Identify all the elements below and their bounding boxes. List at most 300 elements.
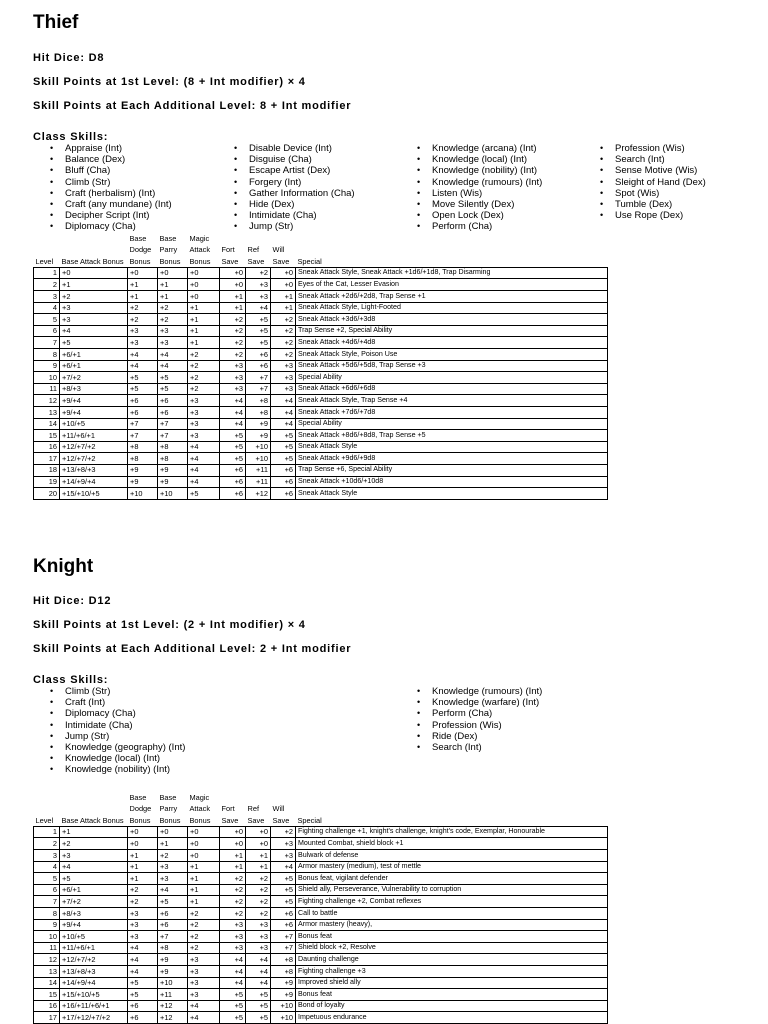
table-cell: +2 <box>188 349 220 361</box>
table-cell: Sneak Attack +6d6/+6d8 <box>296 383 608 395</box>
table-header-cell: Base Parry Bonus <box>159 793 181 825</box>
table-cell: Armor mastery (medium), test of mettle <box>296 861 608 873</box>
table-cell: +9/+4 <box>60 919 128 931</box>
table-cell: +3 <box>220 372 246 384</box>
table-cell: 7 <box>34 896 60 908</box>
table-cell: +0 <box>220 267 246 279</box>
table-cell: +2 <box>246 267 271 279</box>
table-header-cell: Ref Save <box>247 804 265 825</box>
table-cell: Bonus feat, vigilant defender <box>296 873 608 885</box>
table-cell: +1 <box>188 896 220 908</box>
table-cell: +7 <box>271 942 296 954</box>
table-cell: Special Ability <box>296 418 608 430</box>
table-cell: +5 <box>60 337 128 349</box>
thief-level-table <box>33 233 608 500</box>
skill-item: • Appraise (Int) <box>50 143 172 154</box>
table-cell: +3 <box>246 942 271 954</box>
table-cell: +5 <box>220 989 246 1001</box>
table-cell: 20 <box>34 488 60 500</box>
table-cell: +9 <box>246 430 271 442</box>
table-cell: +4 <box>246 977 271 989</box>
table-cell: Bulwark of defense <box>296 850 608 862</box>
table-cell: +10 <box>158 488 188 500</box>
table-cell: 17 <box>34 1012 60 1024</box>
table-cell: 5 <box>34 314 60 326</box>
table-cell: 12 <box>34 395 60 407</box>
table-cell: +17/+12/+7/+2 <box>60 1012 128 1024</box>
table-cell: +4 <box>220 977 246 989</box>
table-cell: +3 <box>220 919 246 931</box>
table-row <box>34 884 608 896</box>
thief-title: Thief <box>33 12 79 33</box>
table-cell: +7 <box>128 430 158 442</box>
table-cell: +9 <box>128 464 158 476</box>
table-cell: +9 <box>271 989 296 1001</box>
table-cell: +4 <box>188 464 220 476</box>
table-row <box>34 476 608 488</box>
table-cell: +0 <box>220 826 246 838</box>
table-cell: +4 <box>158 349 188 361</box>
table-cell: +3 <box>188 430 220 442</box>
table-cell: +3 <box>188 977 220 989</box>
table-cell: +4 <box>128 349 158 361</box>
table-row <box>34 838 608 850</box>
table-cell: +2 <box>158 302 188 314</box>
table-cell: +6 <box>128 1012 158 1024</box>
skill-item: • Knowledge (nobility) (Int) <box>417 165 542 176</box>
table-cell: Mounted Combat, shield block +1 <box>296 838 608 850</box>
table-cell: +2 <box>246 873 271 885</box>
table-cell: +3 <box>246 931 271 943</box>
table-row <box>34 418 608 430</box>
table-cell: +4 <box>271 861 296 873</box>
table-cell: Fighting challenge +3 <box>296 966 608 978</box>
table-cell: Eyes of the Cat, Lesser Evasion <box>296 279 608 291</box>
table-cell: +5 <box>128 989 158 1001</box>
table-cell: +0 <box>188 826 220 838</box>
table-cell: +4 <box>188 476 220 488</box>
table-cell: +3 <box>271 372 296 384</box>
table-cell: +4 <box>220 395 246 407</box>
table-cell: Armor mastery (heavy), <box>296 919 608 931</box>
table-cell: +6 <box>271 488 296 500</box>
table-cell: +4 <box>128 360 158 372</box>
table-cell: +3 <box>188 395 220 407</box>
table-cell: Sneak Attack Style, Poison Use <box>296 349 608 361</box>
knight-table-header <box>34 792 608 826</box>
knight-skills-col1 <box>50 686 185 776</box>
skill-item: • Craft (Int) <box>50 697 185 708</box>
skill-item: • Decipher Script (Int) <box>50 210 172 221</box>
table-cell: +0 <box>60 267 128 279</box>
table-cell: +14/+9/+4 <box>60 977 128 989</box>
table-cell: 16 <box>34 441 60 453</box>
table-cell: +0 <box>158 826 188 838</box>
table-cell: Sneak Attack +8d6/+8d8, Trap Sense +5 <box>296 430 608 442</box>
table-cell: 4 <box>34 302 60 314</box>
table-cell: +3 <box>128 931 158 943</box>
table-cell: +5 <box>246 989 271 1001</box>
table-cell: +1 <box>128 861 158 873</box>
table-cell: +11/+6/+1 <box>60 430 128 442</box>
table-row <box>34 395 608 407</box>
table-cell: +3 <box>271 850 296 862</box>
table-cell: +12/+7/+2 <box>60 453 128 465</box>
table-cell: 10 <box>34 931 60 943</box>
table-cell: +2 <box>271 349 296 361</box>
table-cell: +1 <box>188 325 220 337</box>
table-cell: 10 <box>34 372 60 384</box>
table-cell: +7 <box>158 430 188 442</box>
table-header-cell: Base Attack Bonus <box>61 256 124 266</box>
table-row <box>34 337 608 349</box>
table-cell: +2 <box>246 908 271 920</box>
table-cell: +6 <box>128 407 158 419</box>
table-row <box>34 325 608 337</box>
table-cell: +6 <box>158 407 188 419</box>
table-cell: +4 <box>128 966 158 978</box>
table-cell: +4 <box>271 418 296 430</box>
table-header-cell: Level <box>35 815 54 825</box>
table-cell: +2 <box>188 360 220 372</box>
table-cell: Bond of loyalty <box>296 1000 608 1012</box>
table-cell: +3 <box>246 919 271 931</box>
table-cell: +8 <box>158 453 188 465</box>
table-row <box>34 407 608 419</box>
thief-table-header <box>34 233 608 267</box>
table-cell: +9 <box>246 418 271 430</box>
table-cell: +2 <box>128 302 158 314</box>
table-cell: Sneak Attack +3d6/+3d8 <box>296 314 608 326</box>
table-cell: +6 <box>271 919 296 931</box>
table-cell: +0 <box>128 838 158 850</box>
table-cell: 8 <box>34 349 60 361</box>
table-cell: +5 <box>271 430 296 442</box>
table-cell: +5 <box>246 314 271 326</box>
thief-skills-col1 <box>50 143 172 233</box>
table-cell: 14 <box>34 418 60 430</box>
table-cell: +11 <box>246 464 271 476</box>
table-cell: +3 <box>128 908 158 920</box>
table-cell: +8 <box>128 453 158 465</box>
table-cell: +16/+11/+6/+1 <box>60 1000 128 1012</box>
table-cell: +2 <box>220 314 246 326</box>
table-cell: +2 <box>220 337 246 349</box>
table-cell: Special Ability <box>296 372 608 384</box>
table-cell: 7 <box>34 337 60 349</box>
table-cell: +2 <box>188 919 220 931</box>
table-header-cell: Special <box>297 815 322 825</box>
table-row <box>34 908 608 920</box>
table-cell: +8 <box>158 942 188 954</box>
table-cell: +3 <box>188 418 220 430</box>
table-cell: +4 <box>220 966 246 978</box>
table-cell: +1 <box>158 279 188 291</box>
table-row <box>34 291 608 303</box>
table-cell: +3 <box>220 383 246 395</box>
table-cell: +11/+6/+1 <box>60 942 128 954</box>
table-cell: Bonus feat <box>296 931 608 943</box>
table-row <box>34 267 608 279</box>
table-cell: +5 <box>128 372 158 384</box>
skill-item: • Sense Motive (Wis) <box>600 165 706 176</box>
table-cell: 19 <box>34 476 60 488</box>
table-row <box>34 430 608 442</box>
table-row <box>34 441 608 453</box>
table-cell: +0 <box>188 267 220 279</box>
table-cell: +0 <box>188 291 220 303</box>
table-cell: +5 <box>220 441 246 453</box>
table-cell: +1 <box>246 861 271 873</box>
table-cell: +1 <box>188 884 220 896</box>
table-cell: +4 <box>158 884 188 896</box>
table-cell: +8 <box>158 441 188 453</box>
skill-item: • Intimidate (Cha) <box>234 210 355 221</box>
table-row <box>34 931 608 943</box>
thief-class-skills-label: Class Skills: <box>33 131 109 143</box>
table-cell: +1 <box>220 861 246 873</box>
table-row <box>34 314 608 326</box>
table-cell: +5 <box>158 372 188 384</box>
table-cell: 9 <box>34 360 60 372</box>
table-cell: +5 <box>246 325 271 337</box>
table-cell: +7 <box>246 383 271 395</box>
table-cell: +6 <box>128 395 158 407</box>
skill-item: • Knowledge (geography) (Int) <box>50 742 185 753</box>
table-cell: +5 <box>246 337 271 349</box>
table-cell: +2 <box>220 908 246 920</box>
table-cell: +8 <box>271 966 296 978</box>
skill-item: • Ride (Dex) <box>417 731 542 742</box>
table-cell: +1 <box>60 826 128 838</box>
skill-item: • Search (Int) <box>600 154 706 165</box>
table-cell: +2 <box>271 337 296 349</box>
table-cell: +2 <box>220 325 246 337</box>
table-header-cell: Will Save <box>272 804 290 825</box>
table-cell: +3 <box>60 850 128 862</box>
table-cell: 12 <box>34 954 60 966</box>
table-cell: +8/+3 <box>60 908 128 920</box>
table-cell: +1 <box>128 279 158 291</box>
table-cell: +10 <box>271 1012 296 1024</box>
skill-item: • Use Rope (Dex) <box>600 210 706 221</box>
table-cell: +1 <box>128 291 158 303</box>
table-cell: +6 <box>271 464 296 476</box>
table-cell: 16 <box>34 1000 60 1012</box>
table-cell: +1 <box>220 850 246 862</box>
skill-item: • Jump (Str) <box>234 221 355 232</box>
table-cell: +10 <box>246 441 271 453</box>
table-row <box>34 896 608 908</box>
table-cell: Shield ally, Perseverance, Vulnerability to corruption <box>296 884 608 896</box>
table-cell: +5 <box>220 453 246 465</box>
skill-item: • Craft (herbalism) (Int) <box>50 188 172 199</box>
table-cell: +4 <box>188 441 220 453</box>
table-cell: +3 <box>60 314 128 326</box>
skill-item: • Climb (Str) <box>50 177 172 188</box>
knight-title: Knight <box>33 556 94 577</box>
table-cell: +1 <box>128 850 158 862</box>
skill-item: • Perform (Cha) <box>417 221 542 232</box>
table-cell: +6 <box>271 476 296 488</box>
table-cell: +0 <box>220 838 246 850</box>
table-cell: 6 <box>34 325 60 337</box>
table-cell: +6 <box>158 395 188 407</box>
table-cell: +9/+4 <box>60 407 128 419</box>
table-cell: Sneak Attack +2d6/+2d8, Trap Sense +1 <box>296 291 608 303</box>
table-row <box>34 349 608 361</box>
skill-item: • Move Silently (Dex) <box>417 199 542 210</box>
table-cell: +2 <box>128 314 158 326</box>
skill-item: • Balance (Dex) <box>50 154 172 165</box>
table-cell: +1 <box>188 873 220 885</box>
skill-item: • Hide (Dex) <box>234 199 355 210</box>
table-cell: Trap Sense +2, Special Ability <box>296 325 608 337</box>
table-cell: +3 <box>60 302 128 314</box>
table-row <box>34 942 608 954</box>
table-cell: +12/+7/+2 <box>60 954 128 966</box>
table-cell: +1 <box>128 873 158 885</box>
table-cell: 13 <box>34 407 60 419</box>
knight-level-table <box>33 792 608 1024</box>
skill-item: • Perform (Cha) <box>417 708 542 719</box>
table-row <box>34 372 608 384</box>
table-cell: +4 <box>271 407 296 419</box>
table-cell: +6 <box>271 908 296 920</box>
table-cell: +0 <box>188 838 220 850</box>
table-row <box>34 488 608 500</box>
table-cell: Impetuous endurance <box>296 1012 608 1024</box>
table-cell: +2 <box>158 314 188 326</box>
table-header-cell: Magic Attack Bonus <box>189 234 211 266</box>
table-cell: +5 <box>128 383 158 395</box>
table-cell: +2 <box>246 896 271 908</box>
table-cell: +8 <box>271 954 296 966</box>
table-cell: +3 <box>271 360 296 372</box>
table-cell: +2 <box>220 349 246 361</box>
table-cell: +9 <box>128 476 158 488</box>
table-cell: +5 <box>158 896 188 908</box>
table-cell: Sneak Attack Style, Trap Sense +4 <box>296 395 608 407</box>
knight-skill-points-each: Skill Points at Each Additional Level: 2 + Int modifier <box>33 643 352 655</box>
table-cell: 8 <box>34 908 60 920</box>
table-cell: +5 <box>271 873 296 885</box>
table-cell: +11 <box>158 989 188 1001</box>
table-cell: +7/+2 <box>60 896 128 908</box>
table-header-cell: Fort Save <box>221 804 239 825</box>
table-row <box>34 279 608 291</box>
table-cell: +3 <box>188 989 220 1001</box>
table-cell: +12 <box>158 1000 188 1012</box>
table-cell: +14/+9/+4 <box>60 476 128 488</box>
table-cell: +3 <box>128 337 158 349</box>
table-header-cell: Magic Attack Bonus <box>189 793 211 825</box>
table-cell: +6 <box>158 908 188 920</box>
table-header-cell: Fort Save <box>221 245 239 266</box>
table-cell: Call to battle <box>296 908 608 920</box>
table-row <box>34 850 608 862</box>
table-cell: +3 <box>128 325 158 337</box>
skill-item: • Spot (Wis) <box>600 188 706 199</box>
table-cell: +4 <box>246 302 271 314</box>
table-cell: +4 <box>220 418 246 430</box>
table-cell: 9 <box>34 919 60 931</box>
table-cell: +6 <box>246 360 271 372</box>
table-cell: +1 <box>188 861 220 873</box>
table-cell: Fighting challenge +2, Combat reflexes <box>296 896 608 908</box>
table-cell: 1 <box>34 267 60 279</box>
table-cell: +10 <box>246 453 271 465</box>
table-cell: +15/+10/+5 <box>60 989 128 1001</box>
table-cell: +12 <box>158 1012 188 1024</box>
table-row <box>34 826 608 838</box>
knight-hit-dice: Hit Dice: D12 <box>33 595 112 607</box>
table-cell: +3 <box>271 383 296 395</box>
table-cell: +1 <box>188 337 220 349</box>
table-cell: Sneak Attack +7d6/+7d8 <box>296 407 608 419</box>
table-cell: +5 <box>271 896 296 908</box>
table-cell: +0 <box>271 267 296 279</box>
table-cell: 14 <box>34 977 60 989</box>
table-cell: +10 <box>158 977 188 989</box>
skill-item: • Craft (any mundane) (Int) <box>50 199 172 210</box>
table-cell: +10/+5 <box>60 931 128 943</box>
table-cell: +7 <box>158 931 188 943</box>
skill-item: • Tumble (Dex) <box>600 199 706 210</box>
thief-hit-dice: Hit Dice: D8 <box>33 52 105 64</box>
table-cell: +9 <box>158 476 188 488</box>
table-cell: +3 <box>128 919 158 931</box>
table-cell: +2 <box>220 896 246 908</box>
table-cell: +2 <box>220 873 246 885</box>
table-cell: +8 <box>128 441 158 453</box>
table-cell: +10 <box>271 1000 296 1012</box>
table-cell: Shield block +2, Resolve <box>296 942 608 954</box>
table-cell: +10 <box>128 488 158 500</box>
table-cell: +5 <box>271 441 296 453</box>
table-cell: +8/+3 <box>60 383 128 395</box>
table-cell: +4 <box>220 407 246 419</box>
skill-item: • Knowledge (arcana) (Int) <box>417 143 542 154</box>
skill-item: • Climb (Str) <box>50 686 185 697</box>
skill-item: • Knowledge (rumours) (Int) <box>417 177 542 188</box>
table-cell: +1 <box>158 291 188 303</box>
table-cell: +3 <box>246 291 271 303</box>
table-cell: Fighting challenge +1, knight's challenge, knight's code, Exemplar, Honourable <box>296 826 608 838</box>
table-cell: Trap Sense +6, Special Ability <box>296 464 608 476</box>
skill-item: • Intimidate (Cha) <box>50 720 185 731</box>
table-cell: +3 <box>220 942 246 954</box>
table-cell: +0 <box>271 279 296 291</box>
table-cell: 11 <box>34 383 60 395</box>
table-cell: +6 <box>220 464 246 476</box>
table-cell: +9/+4 <box>60 395 128 407</box>
table-cell: +3 <box>158 861 188 873</box>
table-cell: +3 <box>188 954 220 966</box>
table-cell: +6/+1 <box>60 360 128 372</box>
table-cell: +0 <box>188 850 220 862</box>
table-header-cell: Base Attack Bonus <box>61 815 124 825</box>
table-cell: +4 <box>60 325 128 337</box>
table-cell: +9 <box>158 464 188 476</box>
table-cell: +6/+1 <box>60 349 128 361</box>
skill-item: • Knowledge (rumours) (Int) <box>417 686 542 697</box>
table-cell: +2 <box>188 942 220 954</box>
table-cell: +12 <box>246 488 271 500</box>
table-cell: +9 <box>158 954 188 966</box>
table-cell: Sneak Attack Style, Light-Footed <box>296 302 608 314</box>
table-cell: Sneak Attack +10d6/+10d8 <box>296 476 608 488</box>
